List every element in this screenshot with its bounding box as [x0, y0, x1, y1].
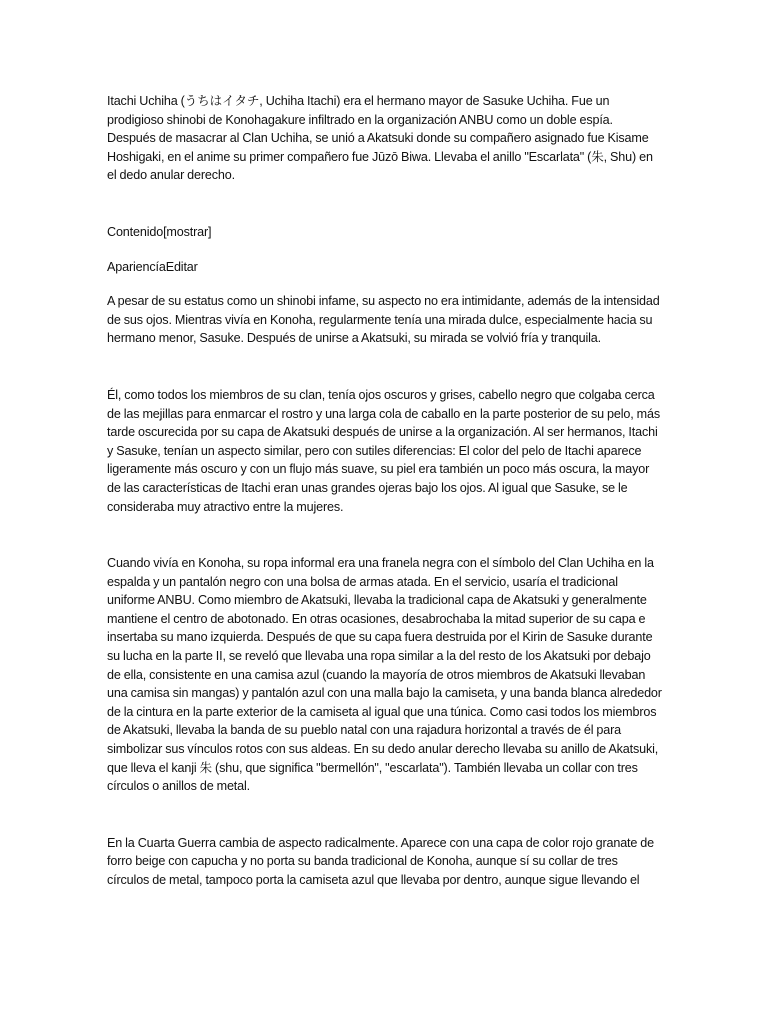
paragraph-appearance-4: En la Cuarta Guerra cambia de aspecto radicalmente. Aparece con una capa de color rojo granate de forro beige con capucha y no porta su banda tradicional de Konoha, aunque sí su collar de tres círculos de metal, tampoco porta la camiseta azul que llevaba por dentro, aunque sigue llevando el: [107, 835, 655, 887]
paragraph-appearance-1: A pesar de su estatus como un shinobi infame, su aspecto no era intimidante, además de la intensidad de sus ojos. Mientras vivía en Konoha, regularmente tenía una mirada dulce, especialmente hacia su hermano menor, Sasuke. Después de unirse a Akatsuki, su mirada se volvió fría y tranquila.: [107, 294, 660, 346]
spacer: [107, 242, 662, 258]
spacer: [107, 796, 662, 834]
spacer: [107, 276, 662, 292]
intro-paragraph: Itachi Uchiha (うちはイタチ, Uchiha Itachi) era el hermano mayor de Sasuke Uchiha. Fue un prodigioso shinobi de Konohagakure infiltrado en la organización ANBU como un doble espía. Después de masacrar al Clan Uchiha, se unió a Akatsuki donde su compañero asignado fue Kisame Hoshigaki, en el anime su primer compañero fue Jūzō Biwa. Llevaba el anillo "Escarlata" (朱, Shu) en el dedo anular derecho.: [107, 94, 653, 183]
contents-toggle[interactable]: Contenido[mostrar]: [107, 224, 212, 239]
spacer: [107, 348, 662, 386]
section-heading-appearance[interactable]: ApariencíaEditar: [107, 259, 198, 274]
spacer: [107, 516, 662, 554]
paragraph-appearance-2: Él, como todos los miembros de su clan, tenía ojos oscuros y grises, cabello negro que colgaba cerca de las mejillas para enmarcar el rostro y una larga cola de caballo en la parte posterior de su pelo, más tarde oscurecida por su capa de Akatsuki después de unirse a la organización. Al ser hermanos, Itachi y Sasuke, tenían un aspecto similar, pero con sutiles diferencias: El color del pelo de Itachi aparece ligeramente más oscuro y con un flujo más suave, su piel era también un poco más oscura, la mayor de las características de Itachi eran unas grandes ojeras bajo los ojos. Al igual que Sasuke, se le consideraba muy atractivo entre la mujeres.: [107, 387, 660, 514]
document-page: [107, 92, 662, 890]
paragraph-appearance-3: Cuando vivía en Konoha, su ropa informal era una franela negra con el símbolo del Clan Uchiha en la espalda y un pantalón negro con una bolsa de armas atada. En el servicio, usaría el tradicional uniforme ANBU. Como miembro de Akatsuki, llevaba la tradicional capa de Akatsuki y generalmente mantiene el centro de abotonado. En otras ocasiones, desabrochaba la mitad superior de su capa e insertaba su mano izquierda. Después de que su capa fuera destruida por el Kirin de Sasuke durante su lucha en la parte II, se reveló que llevaba una ropa similar a la del resto de los Akatsuki por debajo de ella, consistente en una camisa azul (cuando la mayoría de otros miembros de Akatsuki llevaban una camisa sin mangas) y pantalón azul con una malla bajo la camiseta, y una banda blanca alrededor de la cintura en la parte exterior de la camiseta al igual que una túnica. Como casi todos los miembros de Akatsuki, llevaba la banda de su pueblo natal con una rajadura horizontal a través de él para simbolizar sus vínculos rotos con sus aldeas. En su dedo anular derecho llevaba su anillo de Akatsuki, que lleva el kanji 朱 (shu, que significa "bermellón", "escarlata"). También llevaba un collar con tres círculos o anillos de metal.: [107, 556, 662, 794]
spacer: [107, 185, 662, 223]
